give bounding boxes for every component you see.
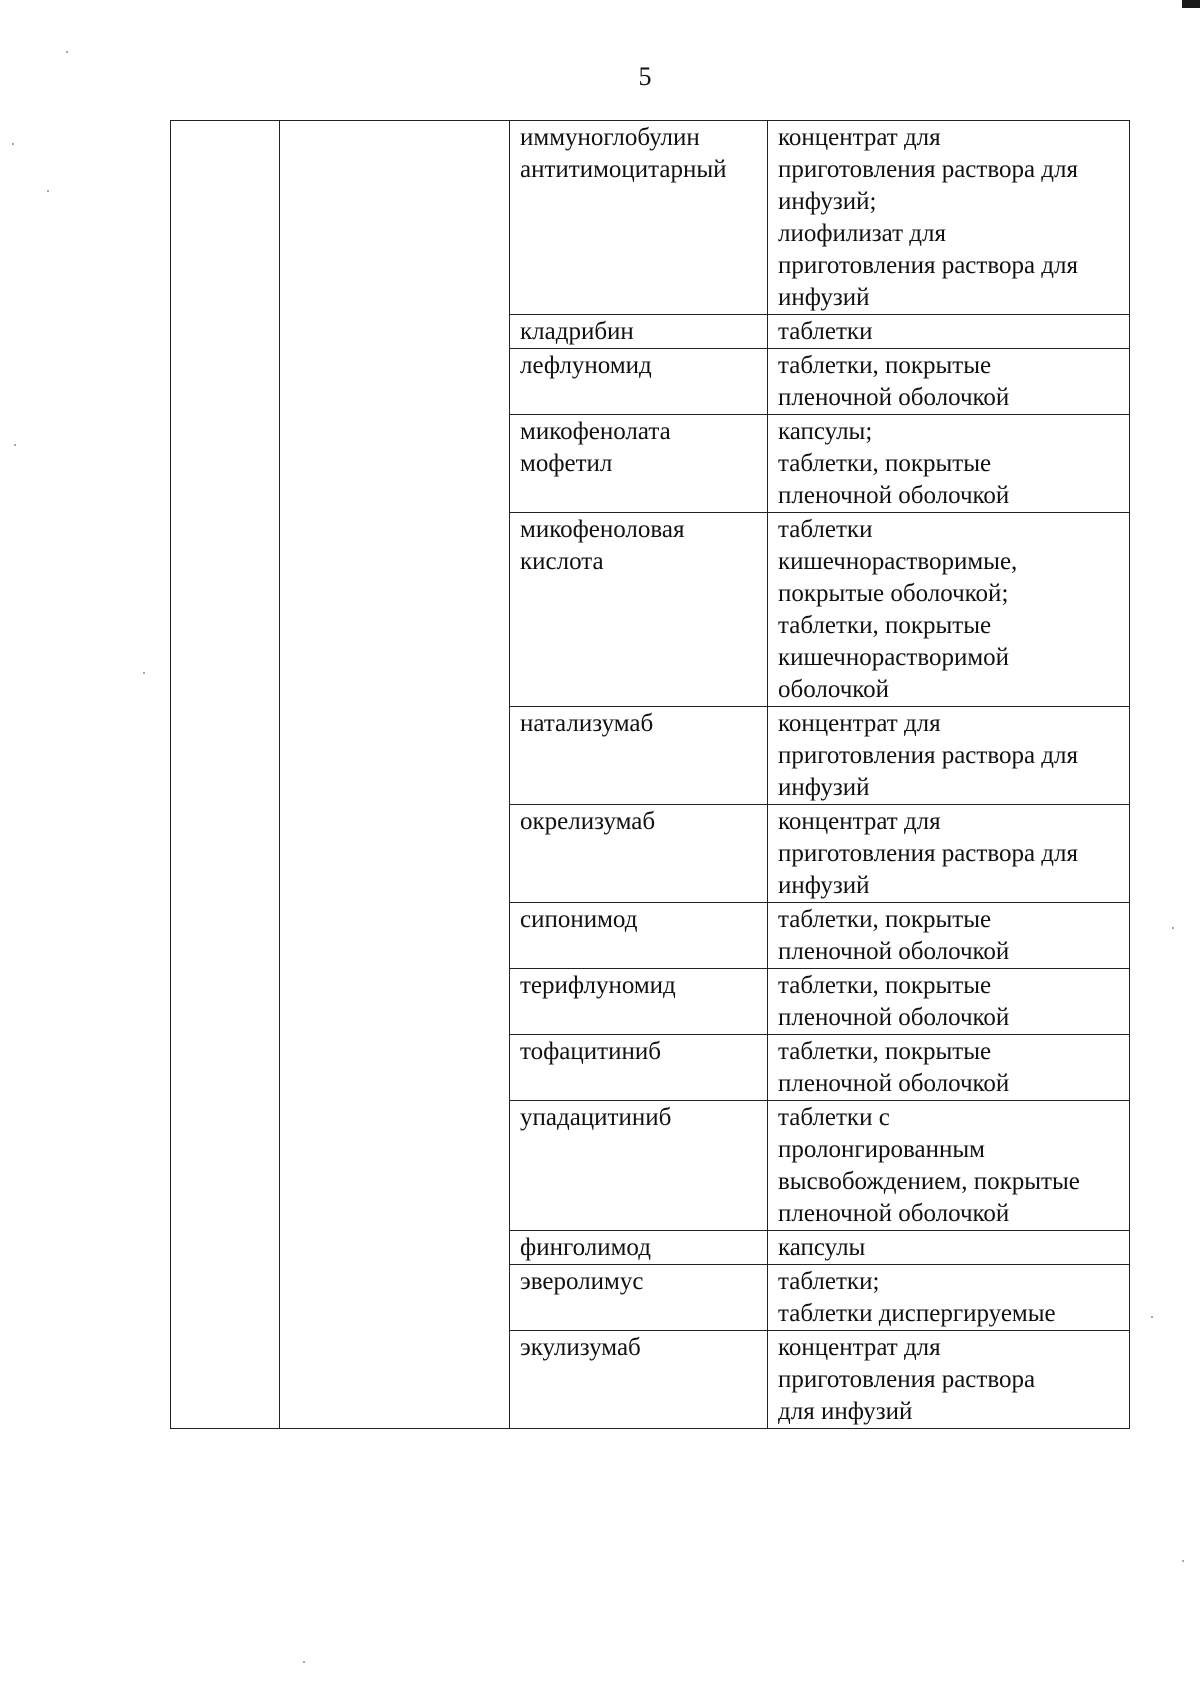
drug-name-cell: окрелизумаб	[510, 805, 768, 903]
drug-name-cell: иммуноглобулин антитимоцитарный	[510, 121, 768, 315]
dosage-form-cell: капсулы; таблетки, покрытые пленочной оболочкой	[768, 415, 1130, 513]
dosage-form-cell: таблетки с пролонгированным высвобождением, покрытые пленочной оболочкой	[768, 1101, 1130, 1231]
scan-speck	[12, 143, 14, 145]
dosage-form-cell: концентрат для приготовления раствора для инфузий	[768, 805, 1130, 903]
drug-name-cell: тофацитиниб	[510, 1035, 768, 1101]
drug-name-cell: натализумаб	[510, 707, 768, 805]
scan-speck	[47, 190, 49, 192]
empty-column-cell	[171, 121, 280, 1429]
drug-name-cell: микофеноловая кислота	[510, 513, 768, 707]
page-number: 5	[638, 62, 652, 91]
dosage-form-cell: таблетки	[768, 315, 1130, 349]
table-row	[171, 121, 1130, 315]
drug-name-cell: микофенолата мофетил	[510, 415, 768, 513]
drug-name-cell: кладрибин	[510, 315, 768, 349]
scan-speck	[1151, 1316, 1153, 1318]
drug-name-cell: экулизумаб	[510, 1331, 768, 1429]
dosage-form-cell: концентрат для приготовления раствора для инфузий; лиофилизат для приготовления раствора для инфузий	[768, 121, 1130, 315]
drug-name-cell: терифлуномид	[510, 969, 768, 1035]
dosage-form-cell: таблетки кишечнорастворимые, покрытые оболочкой; таблетки, покрытые кишечнорастворимой оболочкой	[768, 513, 1130, 707]
dosage-form-cell: таблетки, покрытые пленочной оболочкой	[768, 1035, 1130, 1101]
dosage-form-cell: концентрат для приготовления раствора для инфузий	[768, 1331, 1130, 1429]
scan-speck	[14, 444, 16, 446]
dosage-form-cell: таблетки, покрытые пленочной оболочкой	[768, 349, 1130, 415]
dosage-form-cell: таблетки, покрытые пленочной оболочкой	[768, 969, 1130, 1035]
drug-name-cell: лефлуномид	[510, 349, 768, 415]
scan-edge-mark	[1182, 0, 1200, 8]
dosage-form-cell: таблетки; таблетки диспергируемые	[768, 1265, 1130, 1331]
scan-speck	[303, 1661, 305, 1663]
medication-table	[170, 120, 1130, 1429]
scan-speck	[1182, 1560, 1184, 1562]
scan-speck	[1172, 927, 1174, 929]
empty-column-cell	[280, 121, 510, 1429]
dosage-form-cell: капсулы	[768, 1231, 1130, 1265]
dosage-form-cell: таблетки, покрытые пленочной оболочкой	[768, 903, 1130, 969]
drug-name-cell: сипонимод	[510, 903, 768, 969]
table-body	[171, 121, 1130, 1429]
scan-speck	[143, 672, 145, 674]
drug-name-cell: упадацитиниб	[510, 1101, 768, 1231]
scan-speck	[66, 51, 68, 53]
dosage-form-cell: концентрат для приготовления раствора для инфузий	[768, 707, 1130, 805]
drug-name-cell: эверолимус	[510, 1265, 768, 1331]
drug-name-cell: финголимод	[510, 1231, 768, 1265]
